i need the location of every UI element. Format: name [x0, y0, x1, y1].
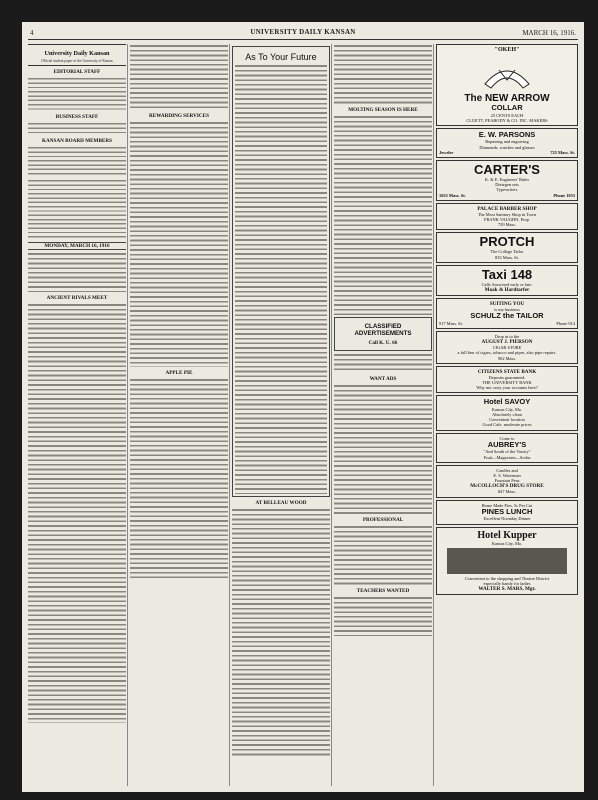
ad-hotel-kupper	[436, 527, 578, 596]
ad-carters-line: K. & E. Engineers' Rules	[484, 177, 530, 183]
ad-savoy-line: Kansas City, Mo.	[491, 406, 523, 412]
feature-box	[232, 46, 330, 497]
professional-body	[334, 525, 432, 585]
ad-pierson-address: 902 Mass.	[497, 355, 517, 361]
ad-arrow-collar-label: COLLAR	[491, 103, 523, 112]
editorial-staff-heading: EDITORIAL STAFF	[53, 69, 101, 76]
article-body	[334, 115, 432, 315]
business-list	[28, 122, 126, 135]
teachers-body	[334, 596, 432, 636]
ad-schulz-line: is my business	[494, 307, 520, 313]
ad-mccolloch-name: McCOLLOCH'S DRUG STORE	[470, 483, 544, 490]
masthead-subtitle: Official student paper of the University of Kansas	[41, 59, 113, 63]
ad-protch-name: PROTCH	[479, 234, 535, 250]
ad-palace-line: FRANK VAUGHN, Prop.	[484, 217, 530, 223]
ad-kupper-name: Hotel Kupper	[477, 529, 537, 541]
ad-palace-line: 739 Mass.	[497, 222, 517, 228]
feature-body	[235, 64, 327, 494]
column-rule	[433, 44, 434, 786]
article-body	[130, 378, 228, 578]
article-headline: MOLTING SEASON IS HERE	[348, 107, 418, 113]
ad-schulz-line: SUITING YOU	[489, 301, 525, 308]
page-number: 4	[30, 29, 34, 37]
article-body	[334, 44, 432, 104]
ad-taxi-line: Calls Answered early or late.	[481, 281, 533, 287]
ad-aubrey-name: AUBREY'S	[487, 439, 527, 449]
ad-parsons-trade: Jeweler	[439, 149, 454, 155]
staff-list	[28, 77, 126, 111]
classified-phone: Call K. U. 66	[368, 340, 398, 346]
classified-heading: CLASSIFIED ADVERTISEMENTS	[354, 323, 412, 337]
ad-parsons-address: 725 Mass. St.	[550, 149, 575, 155]
ad-aubrey-line: Fruit—Magazines—Sodas	[483, 454, 531, 460]
ad-schulz-name: SCHULZ the TAILOR	[470, 311, 544, 321]
article-body	[130, 121, 228, 367]
article-headline: ANCIENT RIVALS MEET	[46, 295, 108, 302]
column-rule	[127, 44, 128, 786]
ad-taxi	[436, 265, 578, 296]
ad-mccolloch-line: E. S. Waterman	[493, 473, 521, 478]
ad-pines-line: Home Made Pies, 5c Per Cut	[481, 502, 533, 508]
editorial-date: MONDAY, MARCH 16, 1916	[28, 242, 126, 250]
ad-pierson-line: CIGAR STORE	[492, 345, 522, 351]
ad-pines-name: PINES LUNCH	[481, 506, 533, 516]
ad-savoy-line: Absolutely clean	[492, 412, 522, 418]
collar-illustration	[477, 54, 537, 92]
ad-schulz-footer	[439, 321, 575, 326]
column-4	[334, 44, 432, 786]
ad-mccolloch-line: Fountain Pens	[494, 478, 520, 484]
ad-citizens-bank	[436, 366, 578, 394]
article-headline: REWARDING SERVICES	[149, 113, 209, 119]
ad-arrow-maker: CLUETT, PEABODY & CO. INC. MAKERS	[466, 117, 548, 123]
column-editorial	[28, 44, 126, 786]
classified-rates	[334, 353, 432, 373]
business-staff-heading: BUSINESS STAFF	[55, 114, 99, 121]
ad-citizens-line: Why not carry your accounts here?	[476, 385, 538, 391]
ad-carters-phone: Phone 1053	[553, 192, 575, 198]
want-ads-body	[334, 384, 432, 514]
ad-palace-barber	[436, 203, 578, 231]
page-header	[28, 26, 578, 40]
article-body	[232, 508, 330, 758]
ad-citizens-line: Deposits guaranteed.	[488, 374, 526, 380]
column-2	[130, 44, 228, 786]
ad-carters-line: Typewriters	[496, 187, 518, 193]
ad-protch	[436, 232, 578, 262]
ad-kupper-manager: WALTER S. MARS, Mgr.	[478, 586, 536, 593]
teachers-heading: TEACHERS WANTED	[356, 588, 410, 594]
masthead	[28, 44, 126, 66]
column-rule	[229, 44, 230, 786]
article-body	[130, 44, 228, 110]
ad-kupper-line: Kansas City, Mo.	[491, 540, 523, 546]
ad-savoy-line: Good Cafe, moderate prices	[482, 422, 532, 428]
subscription-notice	[28, 179, 126, 239]
ad-carters-name: CARTER'S	[474, 162, 540, 178]
ad-protch-line: 833 Mass. St.	[495, 254, 519, 260]
ad-pierson-name: AUGUST J. PIERSON	[481, 339, 533, 346]
ads-column	[436, 44, 578, 786]
ad-carters-line: Dietzgen sets	[495, 182, 519, 188]
ad-pierson	[436, 331, 578, 364]
column-3	[232, 44, 330, 786]
ad-arrow-price: 25 CENTS EACH	[490, 112, 524, 118]
ad-pierson-line: a full line of cigars, tobacco and pipes, also pipe repairs.	[457, 350, 557, 356]
newspaper-page	[22, 22, 584, 792]
column-rule	[331, 44, 332, 786]
ad-schulz	[436, 298, 578, 329]
ad-protch-line: The College Tailor	[490, 249, 524, 255]
ad-hotel-savoy	[436, 395, 578, 430]
ad-carters-address: 1025 Mass. St.	[439, 192, 466, 198]
feature-headline: As To Your Future	[245, 52, 317, 62]
issue-date: MARCH 16, 1916.	[522, 29, 576, 37]
classified-box	[334, 317, 432, 351]
ad-carters	[436, 160, 578, 201]
ad-parsons	[436, 128, 578, 158]
ad-pines-lunch	[436, 500, 578, 525]
want-ads-heading: WANT ADS	[369, 376, 397, 382]
ad-aubrey-line: "And South of the Varsity"	[483, 449, 531, 455]
ad-arrow-name: The NEW ARROW	[464, 93, 550, 104]
ad-pines-line: Excellent Noonday Dinner	[483, 516, 531, 522]
ad-arrow-collar	[436, 44, 578, 126]
ad-aubrey-line: Come to	[499, 435, 515, 441]
ad-savoy-name: Hotel SAVOY	[483, 397, 531, 407]
ad-mccolloch-address: 847 Mass.	[497, 489, 517, 495]
ad-parsons-name: E. W. PARSONS	[478, 129, 536, 139]
masthead-title: University Daily Kansan	[44, 50, 110, 57]
ad-parsons-line: Diamonds, watches and glasses	[479, 144, 535, 150]
ad-palace-line: The Most Sanitary Shop in Town	[477, 211, 537, 217]
article-body	[28, 303, 126, 723]
ad-kupper-line: especially handy for ladies	[483, 580, 531, 586]
ad-taxi-name: Taxi 148	[481, 266, 533, 282]
article-headline: APPLE PIE	[165, 370, 193, 376]
ad-carters-footer	[439, 193, 575, 198]
board-list	[28, 146, 126, 176]
ad-schulz-address: 917 Mass. St.	[439, 320, 463, 326]
ad-schulz-phone: Phone 914	[556, 320, 575, 326]
ad-citizens-line: THE UNIVERSITY BANK	[482, 379, 532, 385]
ad-savoy-line: Convenient location	[489, 417, 525, 423]
board-heading: KANSAN BOARD MEMBERS	[41, 138, 113, 145]
ad-mccolloch-line: Candles and	[496, 467, 518, 473]
ad-mccolloch	[436, 465, 578, 498]
article-headline: AT BELLEAU WOOD	[255, 500, 307, 506]
ad-taxi-owner: Moak & Hardtarfer	[484, 287, 530, 294]
ad-aubreys	[436, 433, 578, 463]
ad-arrow-tagline: "OKEH"	[494, 47, 520, 53]
ad-palace-name: PALACE BARBER SHOP	[477, 205, 537, 212]
ad-parsons-line: Repairing and engraving	[485, 139, 529, 145]
ad-citizens-name: CITIZENS STATE BANK	[477, 368, 537, 375]
hotel-illustration	[447, 548, 567, 574]
ad-parsons-footer	[439, 150, 575, 155]
editorial-text	[28, 252, 126, 292]
newspaper-title: UNIVERSITY DAILY KANSAN	[250, 28, 356, 36]
professional-heading: PROFESSIONAL	[362, 517, 404, 523]
ad-pierson-line: Drop in to the	[494, 333, 520, 339]
ad-kupper-line: Convenient to the shopping and Theatre District	[464, 575, 550, 581]
